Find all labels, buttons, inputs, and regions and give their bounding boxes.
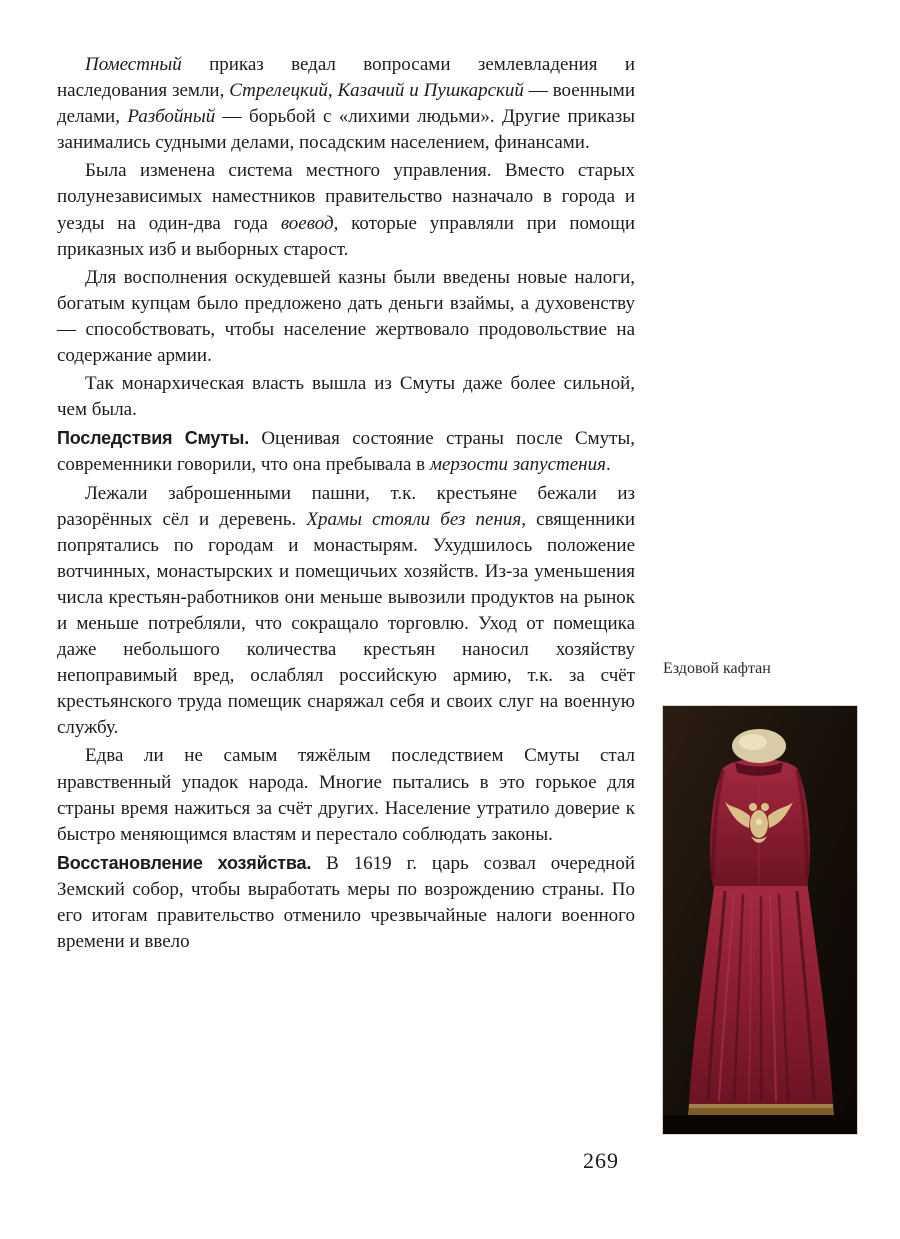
paragraph: [57, 850, 635, 955]
paragraph: [57, 158, 635, 262]
kaftan-figure: [663, 660, 857, 1134]
text-run-normal: приказ ведал вопросами землевладения и наследования земли,: [57, 54, 635, 102]
text-run-italic: воевод: [280, 212, 334, 234]
paragraph: [57, 481, 635, 742]
paragraph: [57, 52, 635, 156]
text-run-normal: — борьбой с «лихими людьми». Другие приказы занимались судными делами, посадским населением, финансами.: [57, 106, 635, 154]
figure-caption: Ездовой кафтан: [663, 660, 771, 677]
text-run-normal: , священники попрятались по городам и монастырям. Ухудшилось положение вотчинных, монастырских и помещичьих хозяйств. Из-за уменьшения числа крестьян-работников они меньше вывозили продуктов на рынок и меньше потребляли, что сокращало торговлю. Уход от помещика даже небольшого количества крестьян наносил хозяйству непоправимый вред, ослаблял российскую армию, т.к. за счёт крестьянского труда помещик снаряжал себя и своих слуг на военную службу.: [57, 508, 635, 739]
kaftan-illustration: [663, 706, 857, 1134]
text-run-normal: Лежали заброшенными пашни, т.к. крестьяне бежали из разорённых сёл и деревень.: [57, 482, 635, 530]
text-column: [57, 52, 635, 957]
text-run-normal: Оценивая состояние страны после Смуты, современники говорили, что она пребывала в: [57, 428, 635, 476]
paragraph: [57, 425, 635, 478]
text-run-italic: Разбойный: [127, 106, 216, 128]
page-number: 269: [583, 1148, 619, 1173]
paragraph: [57, 743, 635, 847]
paragraph: [57, 371, 635, 423]
kaftan-photo: [663, 706, 857, 1134]
paragraph: [57, 265, 635, 369]
text-run-normal: Была изменена система местного управления. Вместо старых полунезависимых наместников правительство назначало в города и уезды на один-два года: [57, 160, 635, 234]
text-run-italic: Поместный: [85, 54, 182, 75]
text-run-normal: Так монархическая власть вышла из Смуты даже более сильной, чем была.: [57, 373, 635, 421]
text-run-bold: Последствия Смуты.: [57, 428, 250, 449]
text-run-italic: Стрелецкий, Казачий и Пушкарский: [229, 80, 524, 102]
text-run-italic: мерзости запустения: [429, 454, 606, 476]
text-run-normal: — военными делами,: [57, 80, 635, 128]
text-run-normal: Едва ли не самым тяжёлым последствием Смуты стал нравственный упадок народа. Многие пытались в это горькое для страны время нажиться за счёт других. Население утратило доверие к быстро меняющимся властям и перестало соблюдать законы.: [57, 745, 635, 845]
text-run-normal: , которые управляли при помощи приказных изб и выборных старост.: [57, 212, 635, 260]
text-run-normal: В 1619 г. царь созвал очередной Земский собор, чтобы выработать меры по возрождению страны. По его итогам правительство отменило чрезвычайные налоги военного времени и ввело: [57, 852, 635, 953]
text-run-normal: Для восполнения оскудевшей казны были введены новые налоги, богатым купцам было предложено дать деньги взаймы, а духовенству — способствовать, чтобы население жертвовало продовольствие на содержание армии.: [57, 266, 635, 367]
text-run-normal: .: [605, 454, 611, 476]
text-run-bold: Восстановление хозяйства.: [57, 852, 312, 873]
text-run-italic: Храмы стояли без пения: [306, 508, 522, 530]
